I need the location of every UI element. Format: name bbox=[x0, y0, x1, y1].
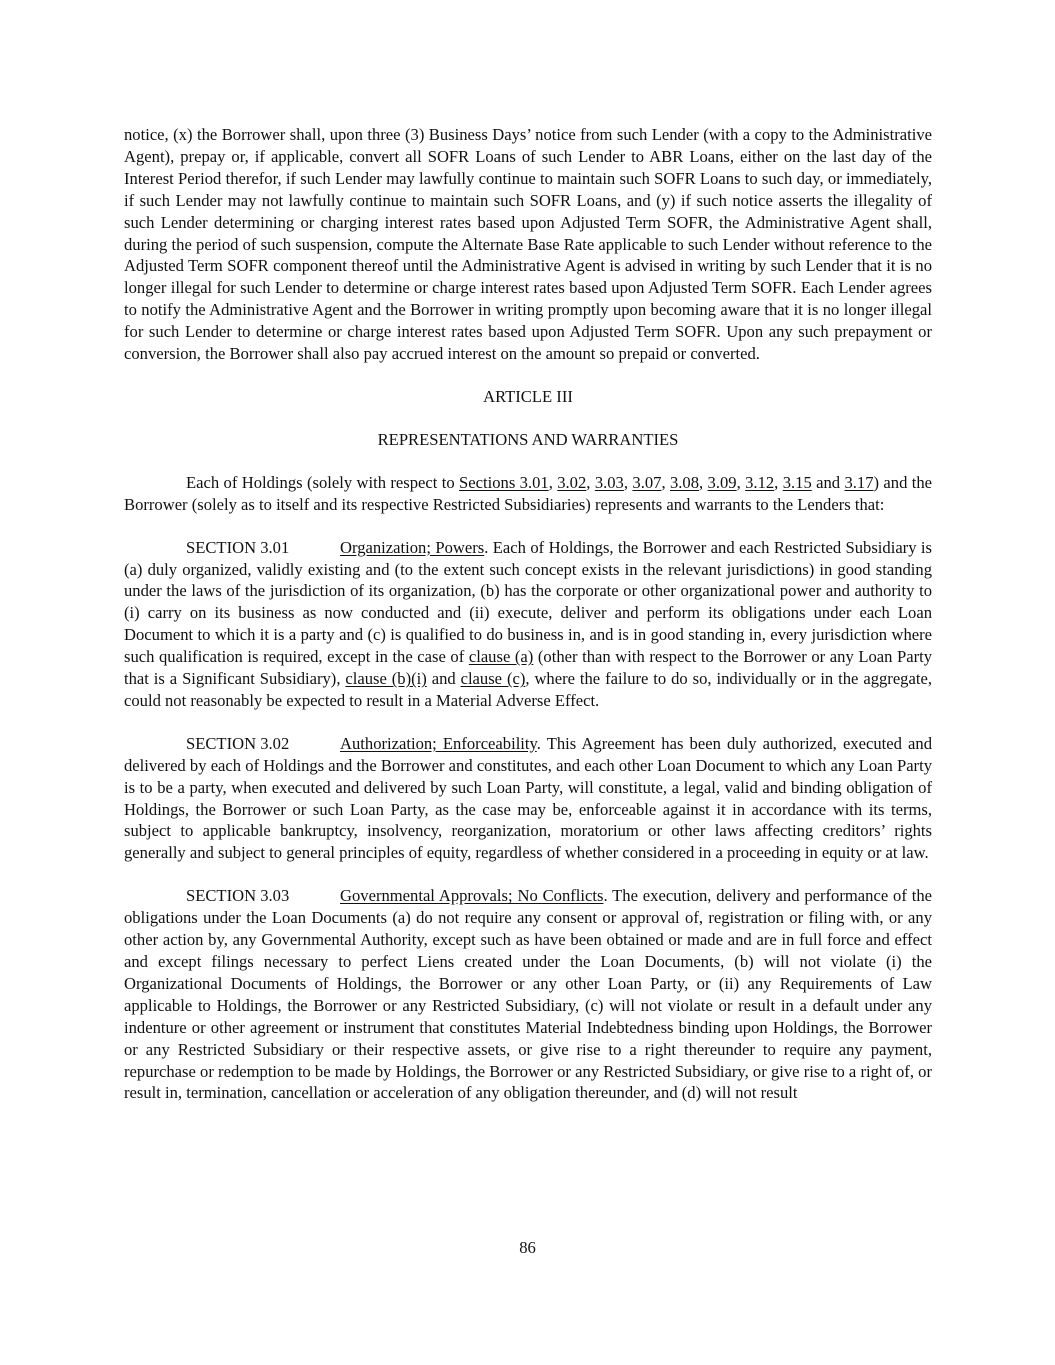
preamble-sep: , bbox=[736, 472, 746, 492]
preamble-sep: , bbox=[586, 472, 595, 492]
article-title: REPRESENTATIONS AND WARRANTIES bbox=[377, 429, 679, 449]
ref-section-3-17[interactable]: 3.17 bbox=[844, 472, 874, 492]
section-3-01-paragraph bbox=[124, 537, 932, 712]
ref-clause-b-i[interactable]: clause (b)(i) bbox=[345, 669, 427, 689]
section-title: Governmental Approvals; No Conflicts bbox=[340, 886, 604, 906]
ref-section-3-08[interactable]: 3.08 bbox=[669, 472, 700, 492]
preamble-paragraph bbox=[124, 472, 932, 516]
preamble-sep: , bbox=[623, 472, 633, 492]
section-text: . Each of Holdings, the Borrower and each Restricted Subsidiary is (a) duly organized, validly existing and (to the extent such concept exists in the relevant jurisdictions) in good standing under the laws of the jurisdiction of its organization, (b) has the corporate or other organizational power and authority to (i) carry on its business as now conducted and (ii) execute, deliver and perform its obligations under each Loan Document to which it is a party and (c) is qualified to do business in, and is in good standing in, every jurisdiction where such qualification is required, except in the case of bbox=[124, 537, 932, 667]
ref-clause-a[interactable]: clause (a) bbox=[468, 647, 534, 667]
section-title: Authorization; Enforceability bbox=[340, 733, 537, 753]
ref-section-3-12[interactable]: 3.12 bbox=[745, 472, 775, 492]
page-number: 86 bbox=[519, 1238, 536, 1257]
section-title: Organization; Powers bbox=[340, 537, 485, 557]
preamble-sep: , bbox=[548, 472, 558, 492]
section-text: . The execution, delivery and performance of the obligations under the Loan Documents (a) do not require any consent or approval of, registration or filing with, or any other action by, any Governmental Authority, except such as have been obtained or made and are in full force and effect and except filings necessary to perfect Liens created under the Loan Documents, (b) will not violate (i) the Organizational Documents of Holdings, the Borrower or any other Loan Party, or (ii) any Requirements of Law applicable to Holdings, the Borrower or any Restricted Subsidiary, (c) will not violate or result in a default under any indenture or other agreement or instrument that constitutes Material Indebtedness binding upon Holdings, the Borrower or any Restricted Subsidiary or their respective assets, or give rise to a right thereunder to require any payment, repurchase or redemption to be made by Holdings, the Borrower or any Restricted Subsidiary, or give rise to a right of, or result in, termination, cancellation or acceleration of any obligation thereunder, and (d) will not result bbox=[124, 886, 932, 1103]
section-number: SECTION 3.03 bbox=[186, 886, 290, 906]
section-text: . This Agreement has been duly authorized, executed and delivered by each of Holdings and the Borrower and constitutes, and each other Loan Document to which any Loan Party is to be a party, when executed and delivered by such Loan Party, will constitute, a legal, valid and binding obligation of Holdings, the Borrower or such Loan Party, as the case may be, enforceable against it in accordance with its terms, subject to applicable bankruptcy, insolvency, reorganization, moratorium or other laws affecting creditors’ rights generally and subject to general principles of equity, regardless of whether considered in a proceeding in equity or at law. bbox=[124, 733, 932, 863]
article-heading: ARTICLE III bbox=[483, 386, 573, 406]
ref-clause-c[interactable]: clause (c) bbox=[460, 669, 526, 689]
section-text: and bbox=[426, 669, 461, 689]
section-number: SECTION 3.01 bbox=[186, 537, 290, 557]
document-page bbox=[124, 124, 932, 1104]
section-text: (other than with respect to the Borrower or any Loan Party that is a Significant Subsidiary), bbox=[124, 647, 933, 689]
ref-sections-3-01[interactable]: Sections 3.01 bbox=[459, 472, 549, 492]
section-3-02-paragraph bbox=[124, 733, 932, 864]
section-number: SECTION 3.02 bbox=[186, 733, 290, 753]
preamble-text-2: ) and the Borrower (solely as to itself and its respective Restricted Subsidiaries) represents and warrants to the Lenders that: bbox=[124, 472, 933, 514]
ref-section-3-15[interactable]: 3.15 bbox=[782, 472, 812, 492]
ref-section-3-09[interactable]: 3.09 bbox=[707, 472, 737, 492]
ref-section-3-03[interactable]: 3.03 bbox=[594, 472, 624, 492]
ref-section-3-02[interactable]: 3.02 bbox=[557, 472, 587, 492]
intro-paragraph: notice, (x) the Borrower shall, upon three (3) Business Days’ notice from such Lender (with a copy to the Administrative Agent), prepay or, if applicable, convert all SOFR Loans of such Lender to ABR Loans, either on the last day of the Interest Period therefor, if such Lender may lawfully continue to maintain such SOFR Loans to such day, or immediately, if such Lender may not lawfully continue to maintain such SOFR Loans, and (y) if such notice asserts the illegality of such Lender determining or charging interest rates based upon Adjusted Term SOFR, the Administrative Agent shall, during the period of such suspension, compute the Alternate Base Rate applicable to such Lender without reference to the Adjusted Term SOFR component thereof until the Administrative Agent is advised in writing by such Lender that it is no longer illegal for such Lender to determine or charge interest rates based upon Adjusted Term SOFR. Each Lender agrees to notify the Administrative Agent and the Borrower in writing promptly upon becoming aware that it is no longer illegal for such Lender to determine or charge interest rates based upon Adjusted Term SOFR. Upon any such prepayment or conversion, the Borrower shall also pay accrued interest on the amount so prepaid or converted. bbox=[124, 125, 932, 364]
preamble-sep: , bbox=[661, 472, 670, 492]
section-3-03-paragraph bbox=[124, 885, 932, 1104]
preamble-sep: , bbox=[774, 472, 783, 492]
preamble-sep: , bbox=[699, 472, 708, 492]
section-text: , where the failure to do so, individually or in the aggregate, could not reasonably be expected to result in a Material Adverse Effect. bbox=[124, 669, 932, 710]
ref-section-3-07[interactable]: 3.07 bbox=[632, 472, 662, 492]
preamble-sep: and bbox=[811, 472, 845, 492]
preamble-text-1: Each of Holdings (solely with respect to bbox=[186, 472, 460, 492]
